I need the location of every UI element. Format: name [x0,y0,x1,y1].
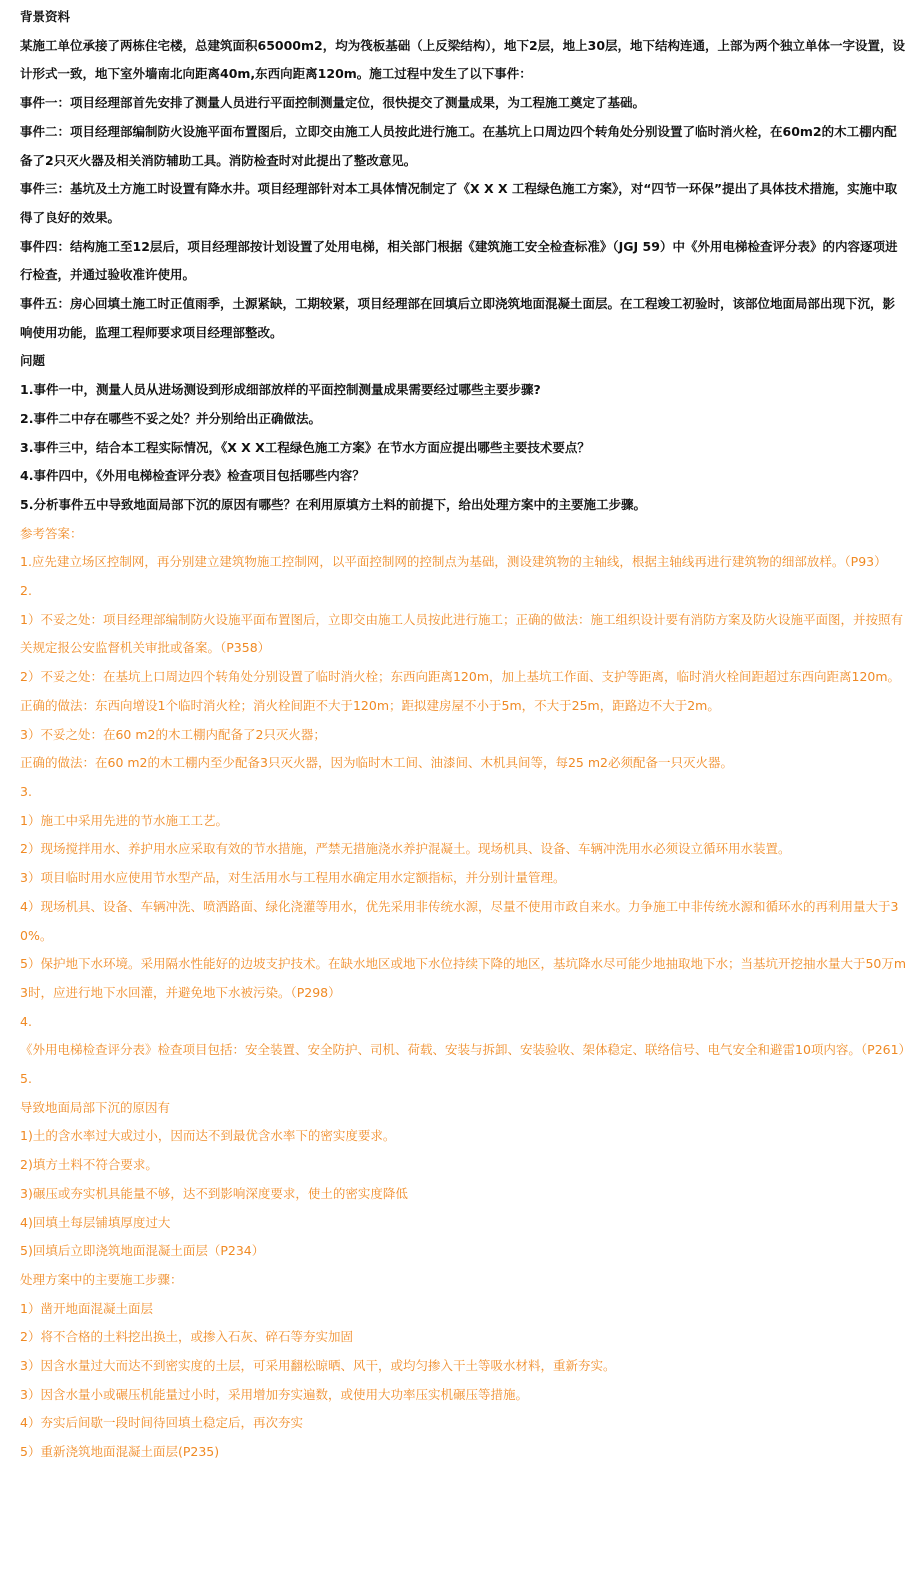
answer-3-item-3: 3）项目临时用水应使用节水型产品，对生活用水与工程用水确定用水定额指标，并分别计量管理。 [20,870,566,886]
answer-3-heading: 3. [20,783,32,799]
question-4: 4.事件四中，《外用电梯检查评分表》检查项目包括哪些内容？ [20,468,365,484]
answer-3-item-2: 2）现场搅拌用水、养护用水应采取有效的节水措施，严禁无措施浇水养护混凝土。现场机具、设备、车辆冲洗用水必须设立循环用水装置。 [20,841,791,857]
answer-2-item-2-correct: 正确的做法：东西向增设1个临时消火栓；消火栓间距不大于120m；距拟建房屋不小于5m，不大于25m，距路边不大于2m。 [20,697,720,713]
answer-4-heading: 4. [20,1013,32,1029]
question-5: 5.分析事件五中导致地面局部下沉的原因有哪些？在利用原填方土料的前提下，给出处理方案中的主要施工步骤。 [20,496,646,512]
event-4: 事件四：结构施工至12层后，项目经理部按计划设置了处用电梯，相关部门根据《建筑施工安全检查标准》（JGJ 59）中《外用电梯检查评分表》的内容逐项进行检查，并通过验收准许使用。 [20,238,898,283]
answers-heading: 参考答案： [20,525,83,541]
answer-5-step-5: 5）重新浇筑地面混凝土面层(P235) [20,1444,220,1460]
answer-5-step-4: 4）夯实后间歇一段时间待回填土稳定后，再次夯实 [20,1415,303,1431]
answer-5-cause-heading: 导致地面局部下沉的原因有 [20,1099,171,1115]
answer-5-cause-3: 3)碾压或夯实机具能量不够，达不到影响深度要求，使土的密实度降低 [20,1185,408,1201]
answer-5-step-heading: 处理方案中的主要施工步骤： [20,1271,183,1287]
answer-5-step-3b: 3）因含水量小或碾压机能量过小时，采用增加夯实遍数，或使用大功率压实机碾压等措施。 [20,1386,528,1402]
event-3: 事件三：基坑及土方施工时设置有降水井。项目经理部针对本工具体情况制定了《X X X 工程绿色施工方案》，对“四节一环保”提出了具体技术措施，实施中取得了良好的效果。 [20,181,898,225]
question-1: 1.事件一中，测量人员从进场测设到形成细部放样的平面控制测量成果需要经过哪些主要步骤? [20,382,541,398]
answer-4-content: 《外用电梯检查评分表》检查项目包括：安全装置、安全防护、司机、荷载、安装与拆卸、安装验收、架体稳定、联络信号、电气安全和避雷10项内容。（P261） [20,1042,912,1058]
answer-2-item-2: 2）不妥之处：在基坑上口周边四个转角处分别设置了临时消火栓；东西向距离120m，加上基坑工作面、支护等距离，临时消火栓间距超过东西向距离120m。 [20,669,901,685]
answer-3-item-5: 5）保护地下水环境。采用隔水性能好的边坡支护技术。在缺水地区或地下水位持续下降的地区，基坑降水尽可能少地抽取地下水；当基坑开挖抽水量大于50万m3时，应进行地下水回灌，并避免地下水被污染。（P298） [20,956,907,1000]
answer-3-item-1: 1）施工中采用先进的节水施工工艺。 [20,812,228,828]
answer-3-item-4: 4）现场机具、设备、车辆冲洗、喷洒路面、绿化浇灌等用水，优先采用非传统水源，尽量不使用市政自来水。力争施工中非传统水源和循环水的再利用量大于30%。 [20,898,899,943]
answer-2-item-1: 1）不妥之处：项目经理部编制防火设施平面布置图后，立即交由施工人员按此进行施工；正确的做法：施工组织设计要有消防方案及防火设施平面图，并按照有关规定报公安监督机关审批或备案。（P358） [20,611,903,656]
question-2: 2.事件二中存在哪些不妥之处？并分别给出正确做法。 [20,410,321,426]
background-paragraph: 某施工单位承接了两栋住宅楼，总建筑面积65000m2，均为筏板基础（上反梁结构），地下2层，地上30层，地下结构连通，上部为两个独立单体一字设置，设计形式一致，地下室外墙南北向距离40m,东西向距离120m。施工过程中发生了以下事件： [20,37,906,82]
answer-5-step-2: 2）将不合格的土料挖出换土，或掺入石灰、碎石等夯实加固 [20,1329,353,1345]
answer-5-step-3a: 3）因含水量过大而达不到密实度的土层，可采用翻松晾晒、风干，或均匀掺入干土等吸水材料，重新夯实。 [20,1358,616,1374]
answer-5-cause-2: 2)填方土料不符合要求。 [20,1157,158,1173]
answer-5-cause-5: 5)回填后立即浇筑地面混凝土面层（P234） [20,1243,265,1259]
answer-5-cause-1: 1)土的含水率过大或过小，因而达不到最优含水率下的密实度要求。 [20,1128,396,1144]
event-5: 事件五：房心回填土施工时正值雨季，土源紧缺，工期较紧，项目经理部在回填后立即浇筑地面混凝土面层。在工程竣工初验时，该部位地面局部出现下沉，影响使用功能，监理工程师要求项目经理部整改。 [20,296,896,340]
answer-5-step-1: 1）凿开地面混凝土面层 [20,1300,153,1316]
question-3: 3.事件三中，结合本工程实际情况，《X X X工程绿色施工方案》在节水方面应提出哪些主要技术要点？ [20,439,590,455]
background-heading: 背景资料 [20,9,71,24]
answer-5-heading: 5. [20,1071,32,1087]
answer-2-heading: 2. [20,583,32,599]
questions-heading: 问题 [20,353,46,369]
answer-1: 1.应先建立场区控制网，再分别建立建筑物施工控制网，以平面控制网的控制点为基础，测设建筑物的主轴线，根据主轴线再进行建筑物的细部放样。（P93） [20,554,887,570]
event-1: 事件一：项目经理部首先安排了测量人员进行平面控制测量定位，很快提交了测量成果，为工程施工奠定了基础。 [20,95,646,111]
answer-2-item-3-correct: 正确的做法：在60 m2的木工棚内至少配备3只灭火器，因为临时木工间、油漆间、木机具间等，每25 m2必须配备一只灭火器。 [20,755,733,771]
event-2: 事件二：项目经理部编制防火设施平面布置图后，立即交由施工人员按此进行施工。在基坑上口周边四个转角处分别设置了临时消火栓，在60m2的木工棚内配备了2只灭火器及相关消防辅助工具。消防检查时对此提出了整改意见。 [20,123,897,168]
answer-2-item-3: 3）不妥之处：在60 m2的木工棚内配备了2只灭火器； [20,726,326,742]
answer-5-cause-4: 4)回填土每层铺填厚度过大 [20,1214,171,1230]
